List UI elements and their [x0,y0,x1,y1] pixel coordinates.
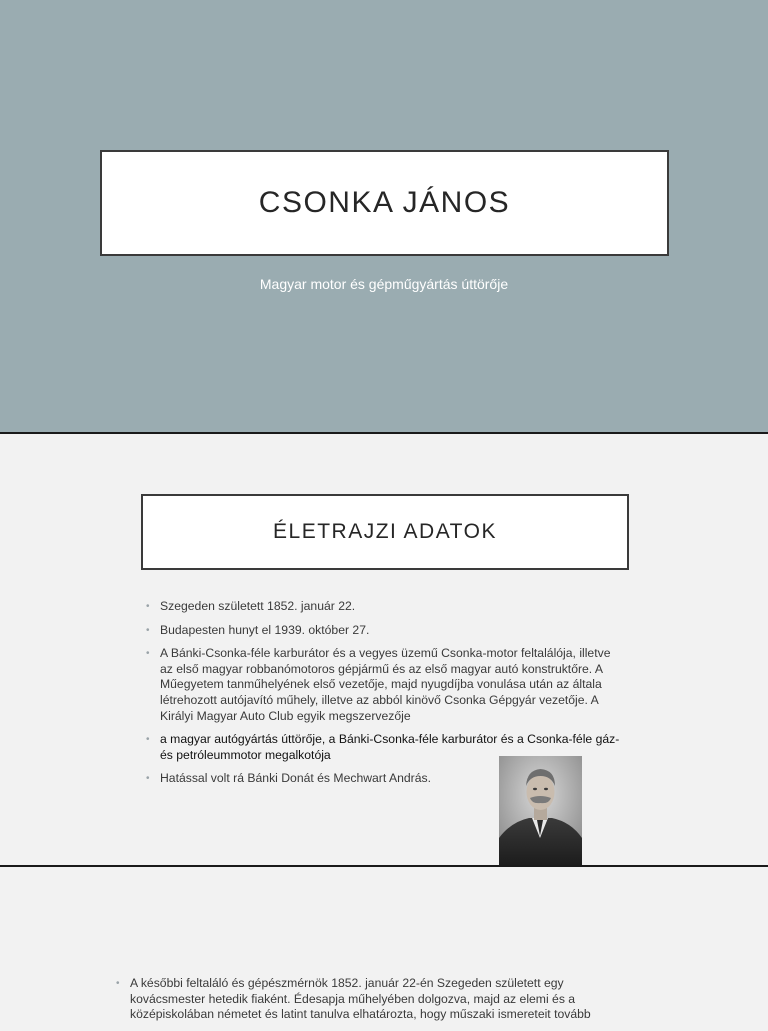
bullet-item: • A későbbi feltaláló és gépészmérnök 1852. január 22-én Szegeden született egy kovácsmester hetedik fiaként. Édesapja műhelyében dolgozva, majd az elemi és a középiskolában németet és latint tanulva elhatározta, hogy műszaki ismereteit tovább [116,976,636,1023]
slide-title: CSONKA JÁNOS [100,150,669,256]
content-slide [0,867,768,1024]
slide-title: ÉLETRAJZI ADATOK [141,494,629,570]
bullet-item: • Szegeden született 1852. január 22. [146,599,626,615]
portrait-photo [499,756,582,866]
biography-slide [0,434,768,866]
title-slide [0,0,768,433]
bullet-list [116,976,636,1031]
bullet-item: • a magyar autógyártás úttörője, a Bánki-Csonka-féle karburátor és a Csonka-féle gáz- és petróleummotor megalkotója [146,732,626,763]
bullet-item: • A Bánki-Csonka-féle karburátor és a vegyes üzemű Csonka-motor feltalálója, illetve az első magyar robbanómotoros gépjármű és az első magyar autó konstruktőre. A Műegyetem tanműhelyének első vezetője, majd nyugdíjba vonulása után az általa létrehozott autójavító műhely, illetve az abból kinövő Csonka Gépgyár vezetője. A Királyi Magyar Auto Club egyik megszervezője [146,646,626,724]
slide-subtitle: Magyar motor és gépműgyártás úttörője [259,276,509,292]
bullet-item: • Budapesten hunyt el 1939. október 27. [146,623,626,639]
bullet-item: • Hatással volt rá Bánki Donát és Mechwart András. [146,771,626,787]
